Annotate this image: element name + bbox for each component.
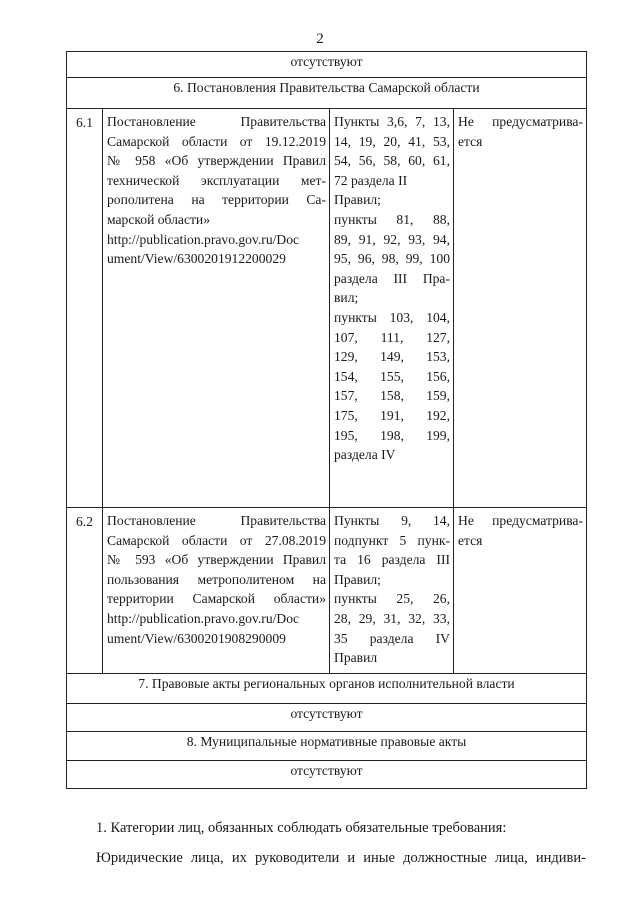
note-text-cont: ется [458, 532, 483, 548]
text-line: территории Самарской области» [107, 591, 326, 607]
text-line: 54, 56, 58, 60, 61, [334, 153, 450, 169]
text-line: Самарской области от 19.12.2019 [107, 133, 326, 149]
section-8-heading: 8. Муниципальные нормативные правовые акты [67, 732, 587, 761]
points-cell [330, 109, 454, 508]
text-line: 35 раздела IV [334, 630, 450, 646]
absent-row: отсутствуют [67, 704, 587, 732]
text-line: та 16 раздела III [334, 552, 450, 568]
points-cell [330, 508, 454, 674]
text-line: пользования метрополитеном на [107, 571, 326, 587]
text-line: марской области» [107, 211, 210, 227]
text-line: рополитена на территории Са- [107, 192, 326, 208]
text-line: 129, 149, 153, [334, 349, 450, 365]
text-line: № 593 «Об утверждении Правил [107, 552, 326, 568]
text-line: 107, 111, 127, [334, 329, 450, 345]
text-line: Правил [334, 650, 378, 666]
paragraph-entities: Юридические лица, их руководители и иные должностные лица, индиви- [96, 850, 586, 866]
text-line: ument/View/6300201908290009 [107, 630, 286, 646]
text-line: подпункт 5 пунк- [334, 532, 450, 548]
text-line: пункты 103, 104, [334, 309, 450, 325]
absent-row: отсутствуют [67, 52, 587, 78]
text-line: 89, 91, 92, 93, 94, [334, 231, 450, 247]
text-line: пункты 81, 88, [334, 211, 450, 227]
text-line: 14, 19, 20, 41, 53, [334, 133, 450, 149]
text-line: вил; [334, 290, 359, 306]
note-text-cont: ется [458, 133, 483, 149]
paragraph-categories: 1. Категории лиц, обязанных соблюдать обязательные требования: [96, 820, 507, 836]
text-line: 72 раздела II [334, 172, 408, 188]
text-line: 95, 96, 98, 99, 100 [334, 251, 450, 267]
text-line: 157, 158, 159, [334, 388, 450, 404]
text-line: раздела III Пра- [334, 270, 450, 286]
note-text: Не предусматрива- [458, 114, 583, 129]
requirements-table [66, 51, 587, 789]
text-line: 154, 155, 156, [334, 368, 450, 384]
table-row-6-2 [67, 508, 587, 674]
text-line: Постановление Правительства [107, 114, 326, 129]
table-row-6-1 [67, 109, 587, 508]
text-line: http://publication.pravo.gov.ru/Doc [107, 610, 300, 626]
text-line: http://publication.pravo.gov.ru/Doc [107, 231, 300, 247]
text-line: № 958 «Об утверждении Правил [107, 153, 326, 169]
text-line: Постановление Правительства [107, 513, 326, 528]
text-line: ument/View/6300201912200029 [107, 251, 286, 267]
page-number: 2 [316, 31, 324, 47]
text-line: 195, 198, 199, [334, 427, 450, 443]
item-number: 6.1 [67, 109, 103, 508]
text-line: Правил; [334, 192, 381, 208]
text-line: Пункты 9, 14, [334, 513, 450, 528]
note-cell [454, 109, 587, 508]
text-line: 175, 191, 192, [334, 407, 450, 423]
act-cell [103, 109, 330, 508]
section-6-heading: 6. Постановления Правительства Самарской области [67, 78, 587, 109]
item-number: 6.2 [67, 508, 103, 674]
act-cell [103, 508, 330, 674]
text-line: пункты 25, 26, [334, 591, 450, 607]
note-text: Не предусматрива- [458, 513, 583, 528]
text-line: технической эксплуатации мет- [107, 172, 326, 188]
note-cell [454, 508, 587, 674]
text-line: Правил; [334, 571, 381, 587]
text-line: Самарской области от 27.08.2019 [107, 532, 326, 548]
section-7-heading: 7. Правовые акты региональных органов исполнительной власти [67, 674, 587, 704]
absent-row: отсутствуют [67, 761, 587, 789]
text-line: раздела IV [334, 447, 396, 463]
text-line: 28, 29, 31, 32, 33, [334, 610, 450, 626]
text-line: Пункты 3,6, 7, 13, [334, 114, 450, 129]
